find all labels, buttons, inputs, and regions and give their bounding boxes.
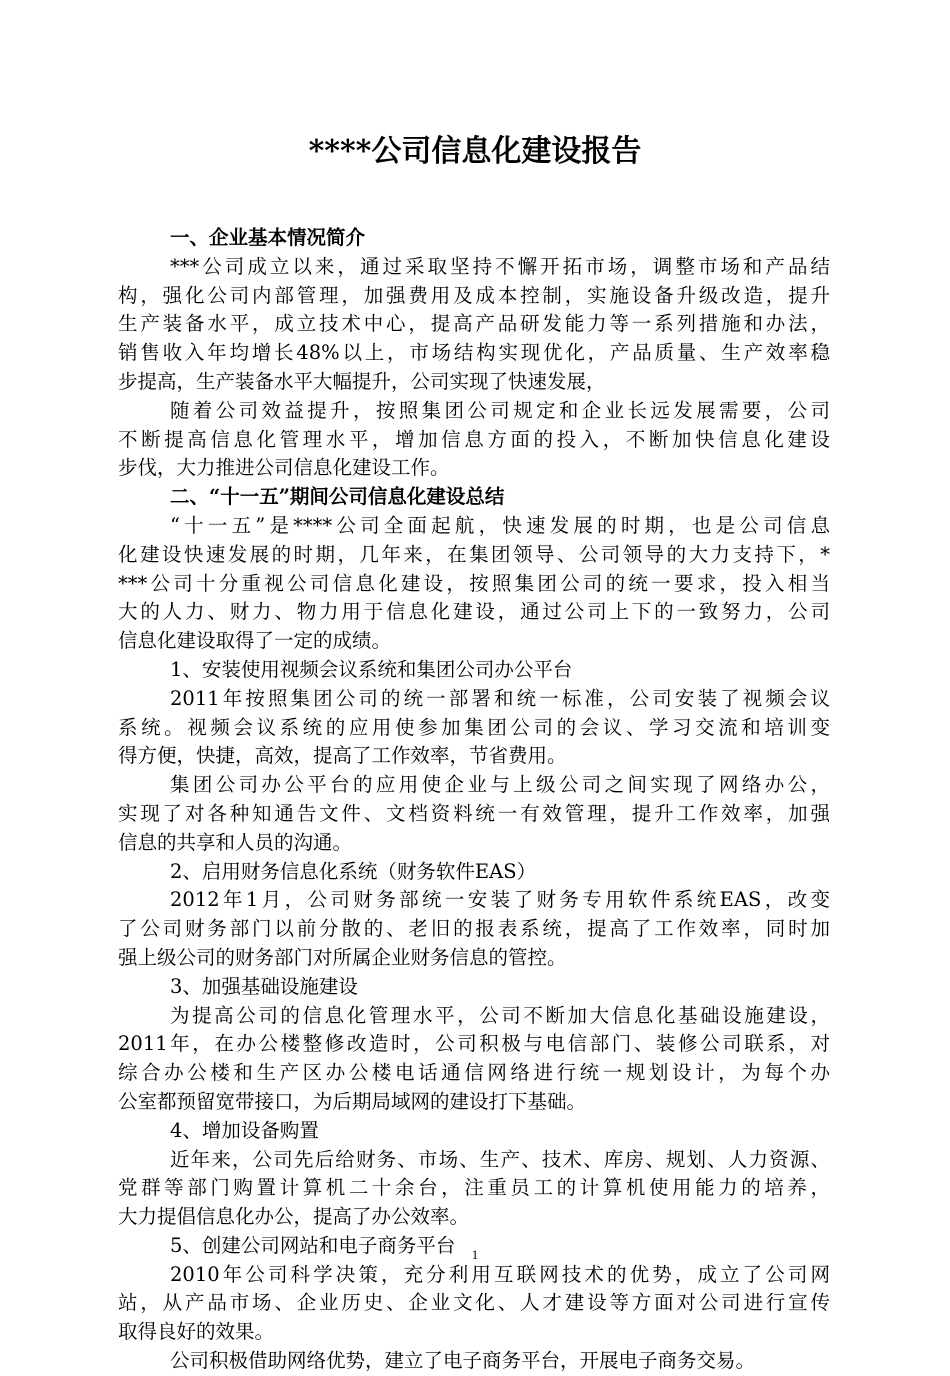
paragraph-line: 综合办公楼和生产区办公楼电话通信网络进行统一规划设计，为每个办 [118,1061,830,1085]
paragraph-line: 为提高公司的信息化管理水平，公司不断加大信息化基础设施建设， [170,1003,830,1027]
paragraph-line: 公室都预留宽带接口，为后期局域网的建设打下基础。 [118,1089,587,1113]
paragraph-line: 2010年公司科学决策，充分利用互联网技术的优势，成立了公司网 [170,1262,830,1286]
paragraph-line: 了公司财务部门以前分散的、老旧的报表系统，提高了工作效率，同时加 [118,917,830,941]
paragraph-line: 取得良好的效果。 [118,1320,275,1344]
paragraph-line: “十一五”是****公司全面起航，快速发展的时期，也是公司信息 [170,513,830,537]
paragraph-line: 2011年按照集团公司的统一部署和统一标准，公司安装了视频会议 [170,686,830,710]
subsection-heading: 2、启用财务信息化系统（财务软件EAS） [170,859,537,883]
paragraph-line: 生产装备水平，成立技术中心，提高产品研发能力等一系列措施和办法， [118,312,830,336]
paragraph-line: 构，强化公司内部管理，加强费用及成本控制，实施设备升级改造，提升 [118,283,830,307]
subsection-heading: 4、增加设备购置 [170,1118,319,1142]
paragraph-line: 2012年1月，公司财务部统一安装了财务专用软件系统EAS，改变 [170,888,830,912]
subsection-heading: 1、安装使用视频会议系统和集团公司办公平台 [170,657,573,681]
paragraph-line: 近年来，公司先后给财务、市场、生产、技术、库房、规划、人力资源、 [170,1147,830,1171]
paragraph-line: 2011年，在办公楼整修改造时，公司积极与电信部门、装修公司联系，对 [118,1032,830,1056]
subsection-heading: 3、加强基础设施建设 [170,974,358,998]
section-heading: 二、“十一五”期间公司信息化建设总结 [170,485,505,509]
paragraph-line: ***公司成立以来，通过采取坚持不懈开拓市场，调整市场和产品结 [170,254,830,278]
page-number: 1 [471,1247,479,1262]
subsection-heading: 5、创建公司网站和电子商务平台 [170,1233,456,1257]
paragraph-line: 实现了对各种知通告文件、文档资料统一有效管理，提升工作效率，加强 [118,801,830,825]
paragraph-line: 随着公司效益提升，按照集团公司规定和企业长远发展需要，公司 [170,398,830,422]
page-title: ****公司信息化建设报告 [308,134,642,169]
paragraph-line: 党群等部门购置计算机二十余台，注重员工的计算机使用能力的培养， [118,1176,830,1200]
paragraph-line: 强上级公司的财务部门对所属企业财务信息的管控。 [118,945,567,969]
paragraph-line: ***公司十分重视公司信息化建设，按照集团公司的统一要求，投入相当 [118,571,830,595]
paragraph-line: 销售收入年均增长48%以上，市场结构实现优化，产品质量、生产效率稳 [118,341,830,365]
paragraph-line: 集团公司办公平台的应用使企业与上级公司之间实现了网络办公， [170,773,830,797]
paragraph-line: 信息的共享和人员的沟通。 [118,830,353,854]
paragraph-line: 站，从产品市场、企业历史、企业文化、人才建设等方面对公司进行宣传 [118,1291,830,1315]
paragraph-line: 不断提高信息化管理水平，增加信息方面的投入，不断加快信息化建设 [118,427,830,451]
paragraph-line: 步提高，生产装备水平大幅提升，公司实现了快速发展， [118,369,606,393]
paragraph-line: 信息化建设取得了一定的成绩。 [118,629,392,653]
paragraph-line: 步伐，大力推进公司信息化建设工作。 [118,456,450,480]
section-heading: 一、企业基本情况简介 [170,226,366,249]
paragraph-line: 公司积极借助网络优势，建立了电子商务平台，开展电子商务交易。 [170,1349,756,1373]
paragraph-line: 化建设快速发展的时期，几年来，在集团领导、公司领导的大力支持下，* [118,542,830,566]
paragraph-line: 得方便，快捷，高效，提高了工作效率，节省费用。 [118,744,567,768]
paragraph-line: 大的人力、财力、物力用于信息化建设，通过公司上下的一致努力，公司 [118,600,830,624]
report-body [118,224,830,1376]
paragraph-line: 系统。视频会议系统的应用使参加集团公司的会议、学习交流和培训变 [118,715,830,739]
paragraph-line: 大力提倡信息化办公，提高了办公效率。 [118,1205,470,1229]
